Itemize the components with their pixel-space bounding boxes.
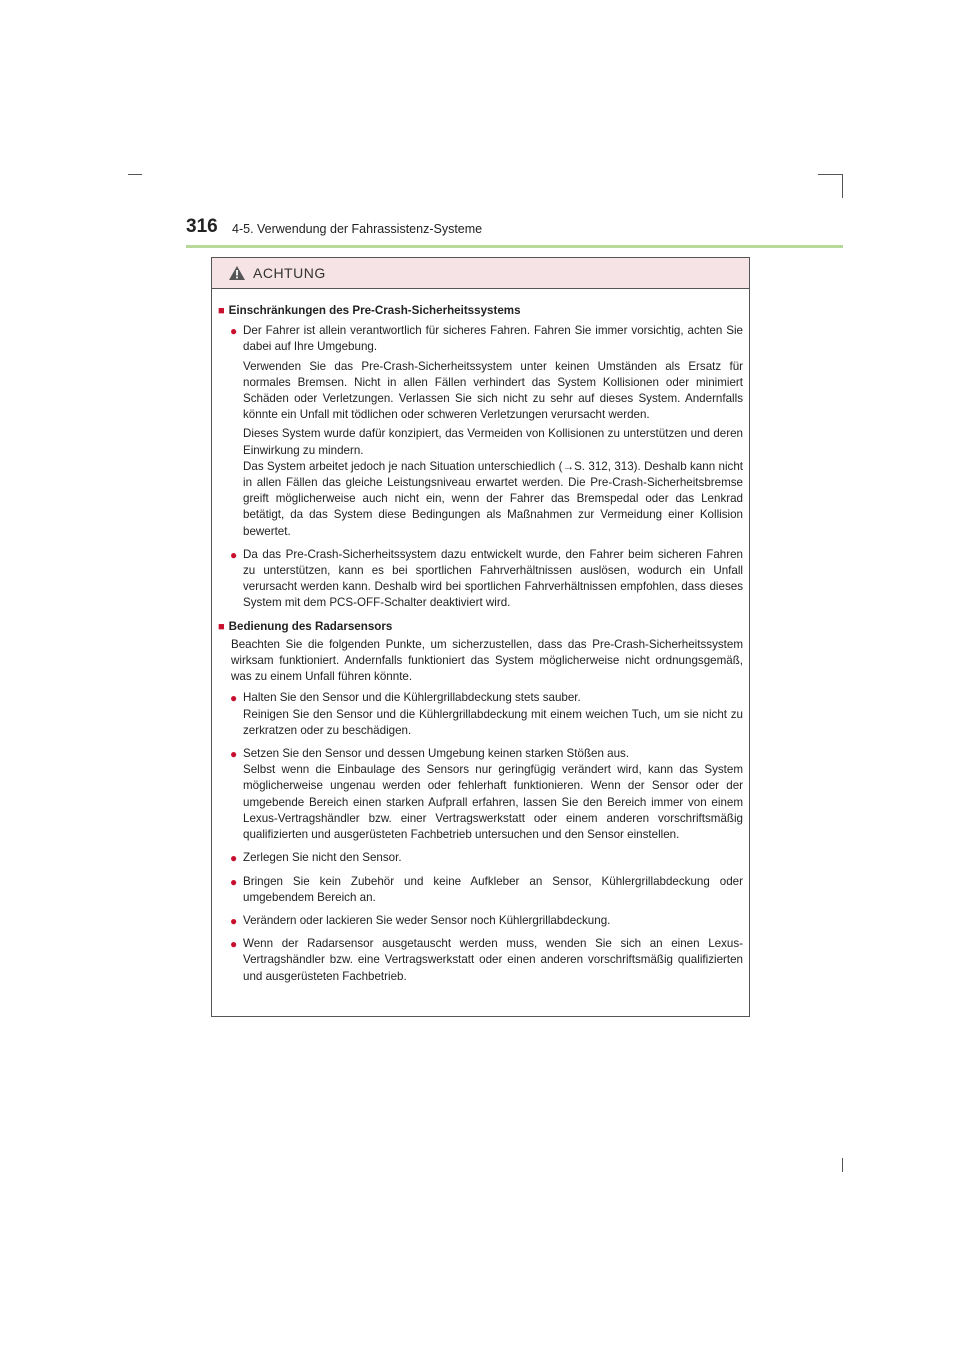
paragraph: Dieses System wurde dafür konzipiert, das Vermeiden von Kollisionen zu unterstützen und deren Einwirkung zu mindern. <box>243 427 743 457</box>
crop-mark-bottom-right <box>842 1158 843 1172</box>
paragraph: Das System arbeitet jedoch je nach Situation unterschiedlich (→S. 312, 313). Deshalb kann nicht in allen Fällen das gleiche Leistungsniveau erwartet werden. Die Pre-Crash-Sicherheitsbremse greift möglicherweise auch nicht ein, wenn der Fahrer das Bremspedal oder das Lenkrad betätigt, da das System diese Bedingungen als Maßnahmen zur Vermeidung einer Kollision bewertet. <box>243 459 743 538</box>
bullet-dot-icon: ● <box>230 547 238 562</box>
paragraph: Zerlegen Sie nicht den Sensor. <box>243 851 402 865</box>
list-item <box>218 690 743 741</box>
paragraph: Reinigen Sie den Sensor und die Kühlergrillabdeckung mit einem weichen Tuch, um sie nicht zu zerkratzen oder zu beschädigen. <box>243 707 743 737</box>
warning-body <box>212 289 749 987</box>
section-heading <box>218 619 743 635</box>
paragraph: Wenn der Radarsensor ausgetauscht werden muss, wenden Sie sich an einen Lexus-Vertragshändler bzw. eine Vertragswerkstatt oder einen anderen vorschriftsmäßig qualifizierten und ausgerüsteten Fachbetrieb. <box>243 937 743 983</box>
paragraph: Bringen Sie kein Zubehör und keine Aufkleber an Sensor, Kühlergrillabdeckung oder umgebendem Bereich an. <box>243 874 743 904</box>
paragraph: Da das Pre-Crash-Sicherheitssystem dazu entwickelt wurde, den Fahrer beim sicheren Fahren zu unterstützen, kann es bei sportlichen Fahrverhältnissen auslösen, wodurch ein Unfall verursacht werden kann. Deshalb wird bei sportlichen Fahrverhältnissen empfohlen, dass dieses System mit dem PCS-OFF-Schalter deaktiviert wird. <box>243 547 743 610</box>
list-item <box>218 874 743 908</box>
paragraph: Verändern oder lackieren Sie weder Sensor noch Kühlergrillabdeckung. <box>243 913 611 927</box>
bullet-dot-icon: ● <box>230 691 238 706</box>
header-rule <box>186 245 843 248</box>
list-item <box>218 936 743 987</box>
paragraph: Setzen Sie den Sensor und dessen Umgebung keinen starken Stößen aus. <box>243 747 630 761</box>
paragraph: Selbst wenn die Einbaulage des Sensors nur geringfügig verändert wird, kann das System möglicherweise ungenau werden oder fehlerhaft funktionieren. Wenn der Sensor oder der umgebende Bereich einen starken Aufprall erfahren, lassen Sie den Bereich immer von einem Lexus-Vertragshändler bzw. einer Vertragswerkstatt oder einem anderen vorschriftsmäßig qualifizierten und ausgerüsteten Fachbetrieb untersuchen und den Sensor einstellen. <box>243 763 743 842</box>
bullet-dot-icon: ● <box>230 851 238 866</box>
list-item-text <box>243 746 743 845</box>
bullet-dot-icon: ● <box>230 913 238 928</box>
bullet-dot-icon: ● <box>230 874 238 889</box>
section-heading-text: Bedienung des Radarsensors <box>228 619 393 633</box>
list-item-text <box>243 690 743 741</box>
crop-mark-top-right-h <box>818 174 842 175</box>
paragraph: Verwenden Sie das Pre-Crash-Sicherheitssystem unter keinen Umständen als Ersatz für normales Bremsen. Nicht in allen Fällen verhindert das System Kollisionen oder minimiert Schäden oder Verletzungen. Verlassen Sie sich nicht zu sehr auf dieses System. Andernfalls könnte ein Unfall mit tödlichen oder schweren Verletzungen verursacht werden. <box>243 359 743 422</box>
chapter-title: 4-5. Verwendung der Fahrassistenz-Systeme <box>232 222 483 236</box>
warning-box <box>211 257 750 1017</box>
bullet-dot-icon: ● <box>230 747 238 762</box>
list-item-text <box>243 547 743 614</box>
warning-title: ACHTUNG <box>253 265 326 281</box>
warning-triangle-icon <box>228 265 246 281</box>
bullet-dot-icon: ● <box>230 937 238 952</box>
paragraph: Halten Sie den Sensor und die Kühlergrillabdeckung stets sauber. <box>243 691 581 705</box>
list-item-text <box>243 323 743 542</box>
section-heading <box>218 303 743 319</box>
crop-mark-top-left <box>128 174 142 175</box>
list-item-text <box>243 850 743 868</box>
bullet-dot-icon: ● <box>230 324 238 339</box>
page-number: 316 <box>186 216 218 237</box>
list-item-text <box>243 913 743 931</box>
list-item <box>218 323 743 542</box>
section-intro: Beachten Sie die folgenden Punkte, um sicherzustellen, dass das Pre-Crash-Sicherheitssystem wirksam funktioniert. Andernfalls funktioniert das System möglicherweise nicht ordnungsgemäß, was zu einem Unfall führen könnte. <box>231 637 743 684</box>
list-item <box>218 850 743 868</box>
paragraph: Der Fahrer ist allein verantwortlich für sicheres Fahren. Fahren Sie immer vorsichtig, achten Sie dabei auf Ihre Umgebung. <box>243 324 743 354</box>
list-item <box>218 913 743 931</box>
section-heading-text: Einschränkungen des Pre-Crash-Sicherheitssystems <box>228 304 521 317</box>
square-bullet-icon: ■ <box>218 620 225 633</box>
list-item <box>218 547 743 614</box>
list-item <box>218 746 743 845</box>
list-item-text <box>243 874 743 908</box>
crop-mark-top-right-v <box>842 174 843 198</box>
list-item-text <box>243 936 743 987</box>
section-pre-crash-limits <box>218 303 743 614</box>
warning-header <box>212 258 749 289</box>
section-radar-sensor <box>218 619 743 987</box>
square-bullet-icon: ■ <box>218 305 225 317</box>
